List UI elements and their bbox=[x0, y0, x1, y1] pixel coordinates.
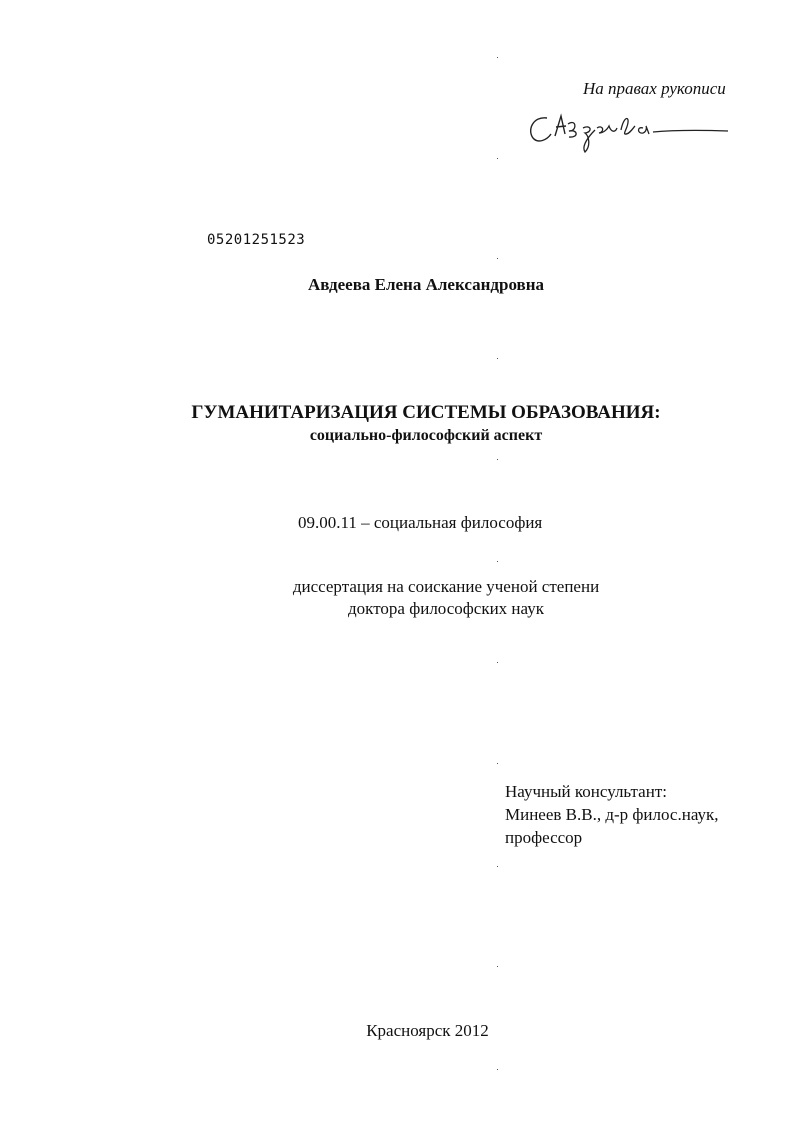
consultant-name: Минеев В.В., д-р филос.наук, bbox=[505, 805, 719, 824]
scan-speck bbox=[497, 662, 498, 663]
scan-speck bbox=[497, 459, 498, 460]
consultant-title: профессор bbox=[505, 828, 583, 847]
dissertation-title: ГУМАНИТАРИЗАЦИЯ СИСТЕМЫ ОБРАЗОВАНИЯ: bbox=[191, 402, 661, 423]
scan-speck bbox=[497, 258, 498, 259]
scan-speck bbox=[497, 763, 498, 764]
author-name: Авдеева Елена Александровна bbox=[307, 275, 544, 294]
scan-speck bbox=[497, 966, 498, 967]
rights-note: На правах рукописи bbox=[583, 79, 726, 98]
scan-speck bbox=[497, 1069, 498, 1070]
scan-speck bbox=[497, 158, 498, 159]
degree-line-2: доктора философских наук bbox=[348, 599, 544, 618]
specialty-code: 09.00.11 – социальная философия bbox=[298, 513, 543, 532]
handwritten-signature bbox=[525, 106, 730, 156]
document-number: 05201251523 bbox=[207, 232, 306, 248]
scan-speck bbox=[497, 57, 498, 58]
scan-speck bbox=[497, 561, 498, 562]
scan-speck bbox=[497, 358, 498, 359]
dissertation-subtitle: социально-философский аспект bbox=[309, 427, 543, 444]
consultant-label: Научный консультант: bbox=[505, 782, 667, 801]
degree-line-1: диссертация на соискание ученой степени bbox=[292, 577, 600, 596]
scan-speck bbox=[497, 866, 498, 867]
city-year: Красноярск 2012 bbox=[366, 1021, 489, 1040]
